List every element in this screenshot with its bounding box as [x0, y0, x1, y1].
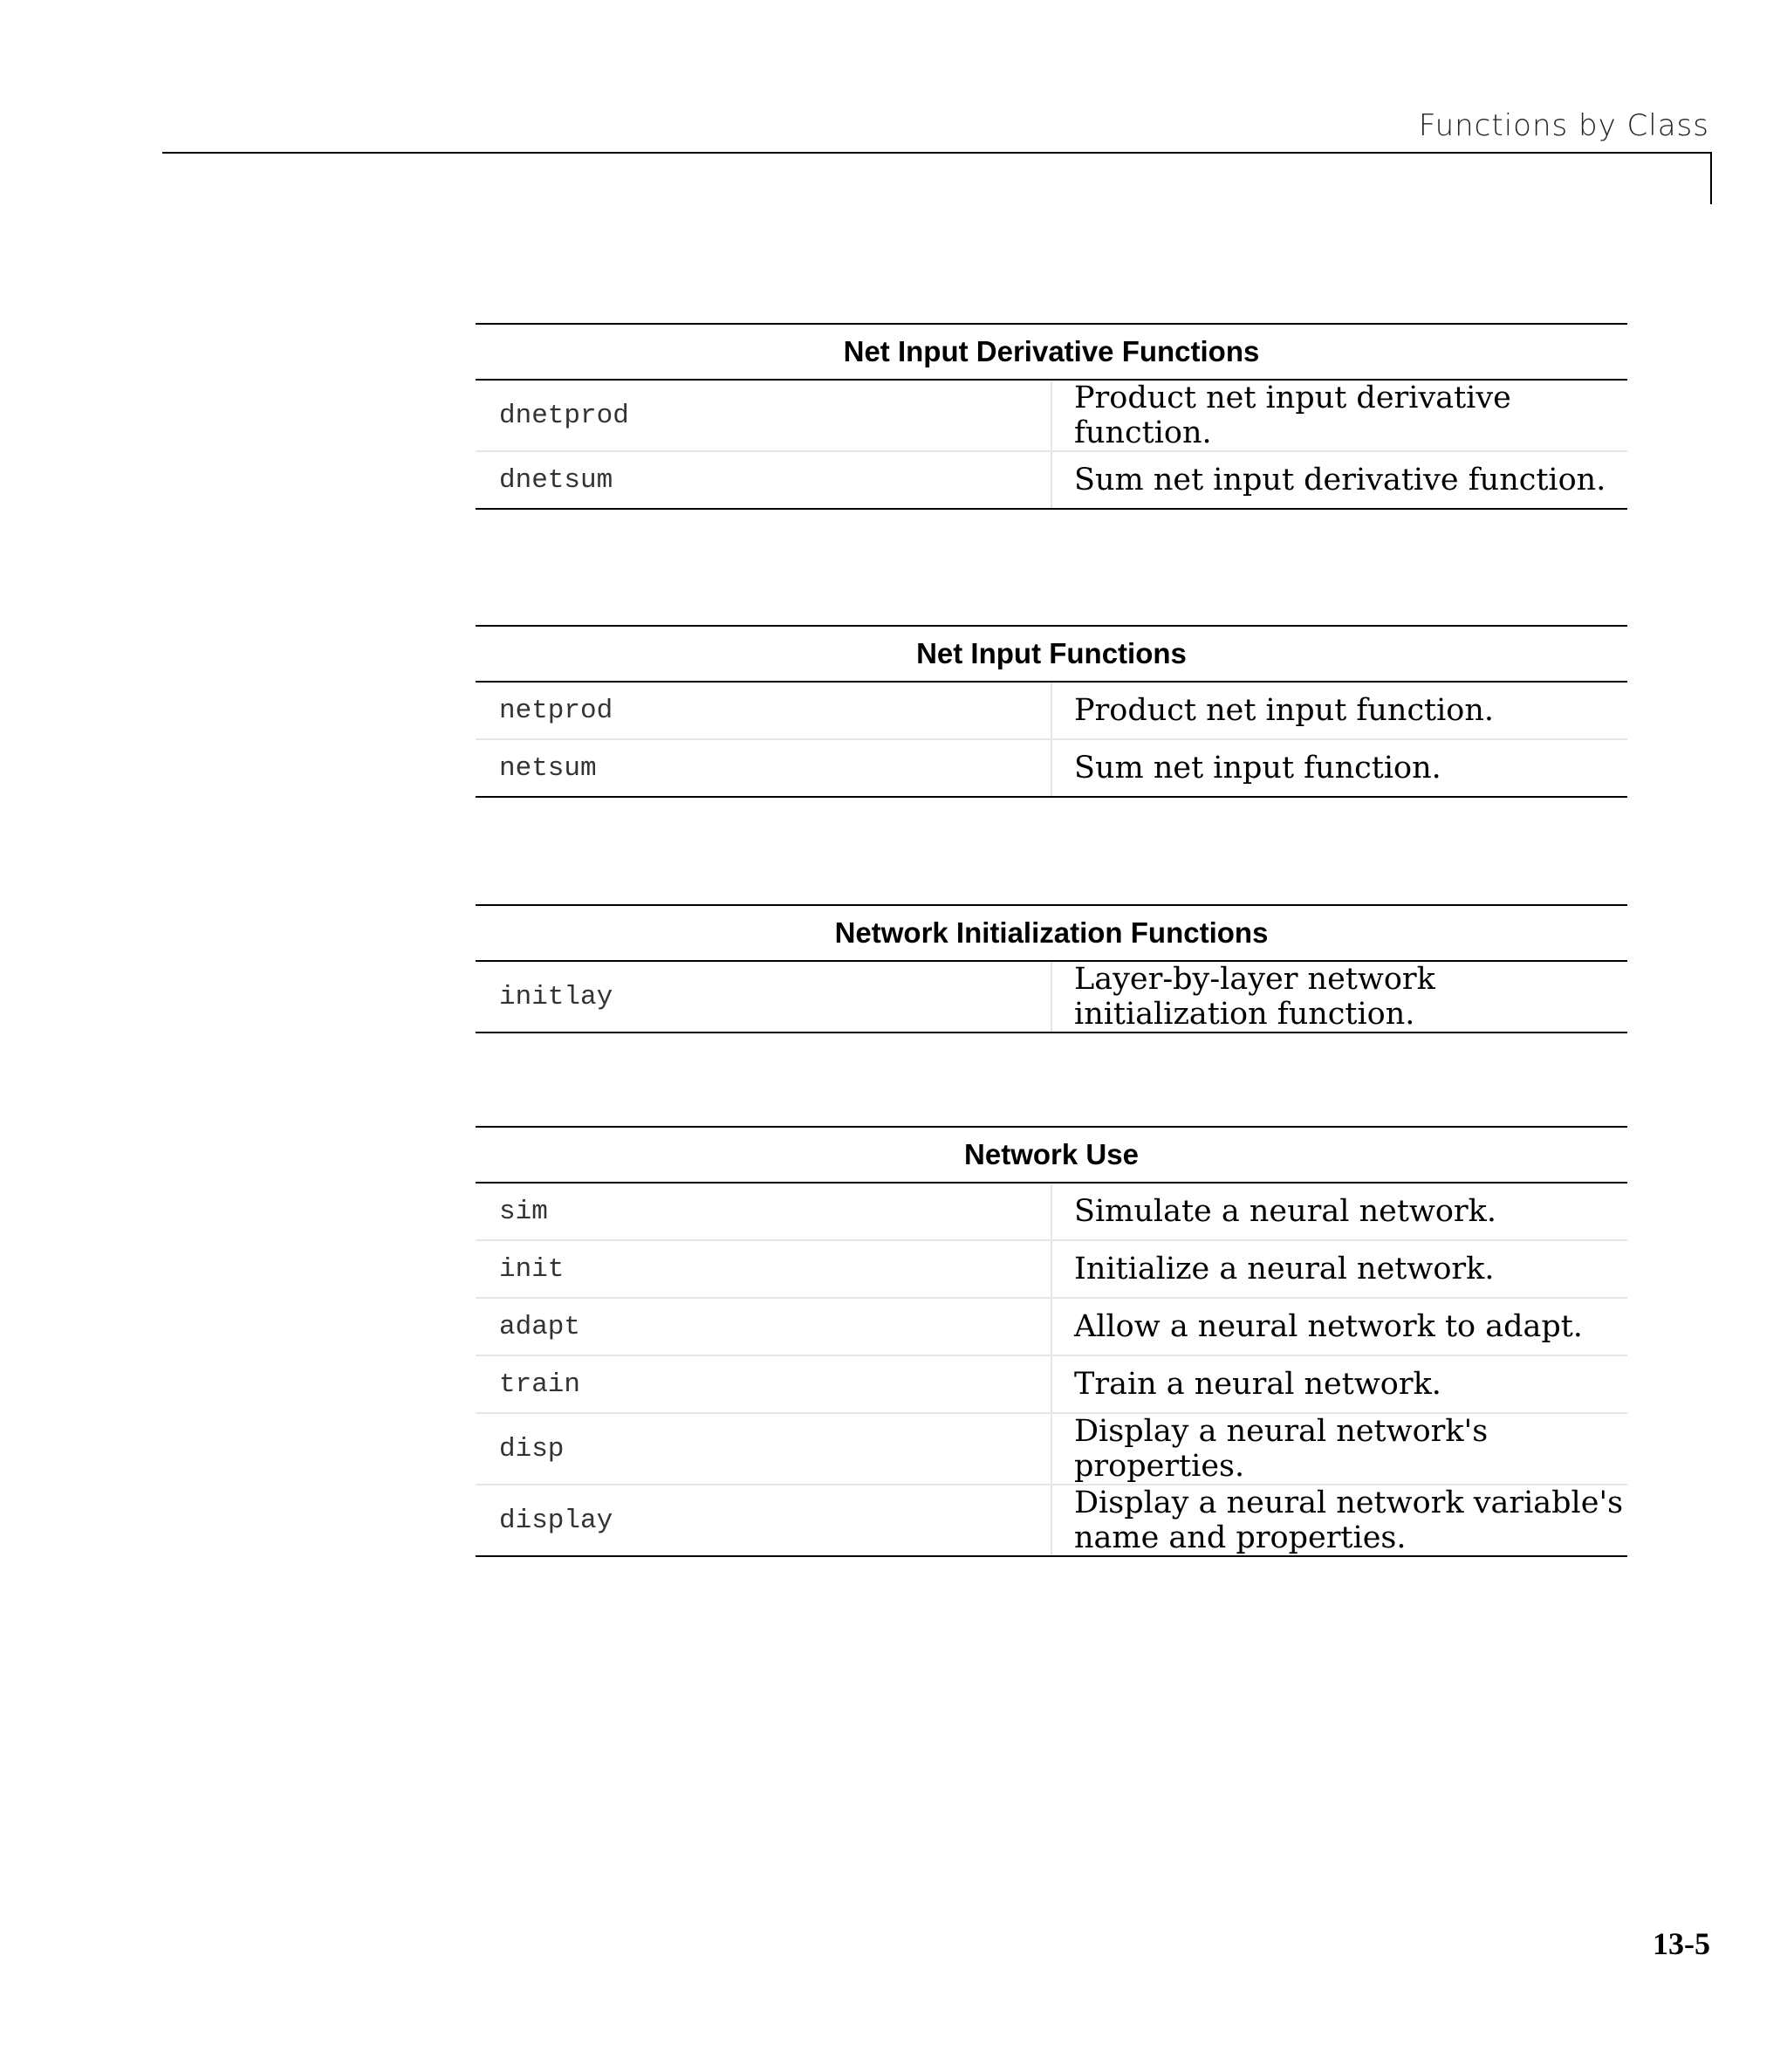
function-name[interactable]: init [476, 1240, 1051, 1298]
function-name[interactable]: sim [476, 1183, 1051, 1240]
table-row [476, 1183, 1627, 1240]
function-description: Allow a neural network to adapt. [1051, 1298, 1627, 1355]
function-name[interactable]: display [476, 1485, 1051, 1556]
table-net-input-derivative-functions [476, 323, 1627, 510]
table-net-input-functions [476, 625, 1627, 798]
table-title: Net Input Functions [476, 626, 1627, 682]
table-title: Net Input Derivative Functions [476, 324, 1627, 380]
function-description: Simulate a neural network. [1051, 1183, 1627, 1240]
function-description: Product net input derivative function. [1051, 380, 1627, 451]
table-row [476, 682, 1627, 739]
table-title: Network Initialization Functions [476, 905, 1627, 961]
table-network-initialization-functions [476, 904, 1627, 1033]
table-network-use [476, 1126, 1627, 1557]
table-row [476, 1355, 1627, 1413]
table-row [476, 451, 1627, 509]
table-row [476, 1240, 1627, 1298]
header-rule [162, 152, 1712, 154]
function-name[interactable]: train [476, 1355, 1051, 1413]
function-description: Train a neural network. [1051, 1355, 1627, 1413]
function-name[interactable]: netprod [476, 682, 1051, 739]
function-description: Sum net input function. [1051, 739, 1627, 797]
function-description: Layer-by-layer network initialization function. [1051, 961, 1627, 1033]
function-name[interactable]: adapt [476, 1298, 1051, 1355]
function-name[interactable]: disp [476, 1413, 1051, 1485]
table-row [476, 961, 1627, 1033]
table-row [476, 380, 1627, 451]
function-name[interactable]: netsum [476, 739, 1051, 797]
function-name[interactable]: dnetsum [476, 451, 1051, 509]
table-title: Network Use [476, 1127, 1627, 1183]
function-description: Sum net input derivative function. [1051, 451, 1627, 509]
table-row [476, 1485, 1627, 1556]
function-description: Initialize a neural network. [1051, 1240, 1627, 1298]
page-number: 13-5 [1653, 1926, 1710, 1961]
function-name[interactable]: initlay [476, 961, 1051, 1033]
table-row [476, 1298, 1627, 1355]
function-description: Display a neural network variable's name and properties. [1051, 1485, 1627, 1556]
header-rule-tick [1710, 152, 1712, 204]
running-head: Functions by Class [1418, 108, 1709, 143]
function-name[interactable]: dnetprod [476, 380, 1051, 451]
table-row [476, 739, 1627, 797]
function-description: Product net input function. [1051, 682, 1627, 739]
table-row [476, 1413, 1627, 1485]
function-description: Display a neural network's properties. [1051, 1413, 1627, 1485]
